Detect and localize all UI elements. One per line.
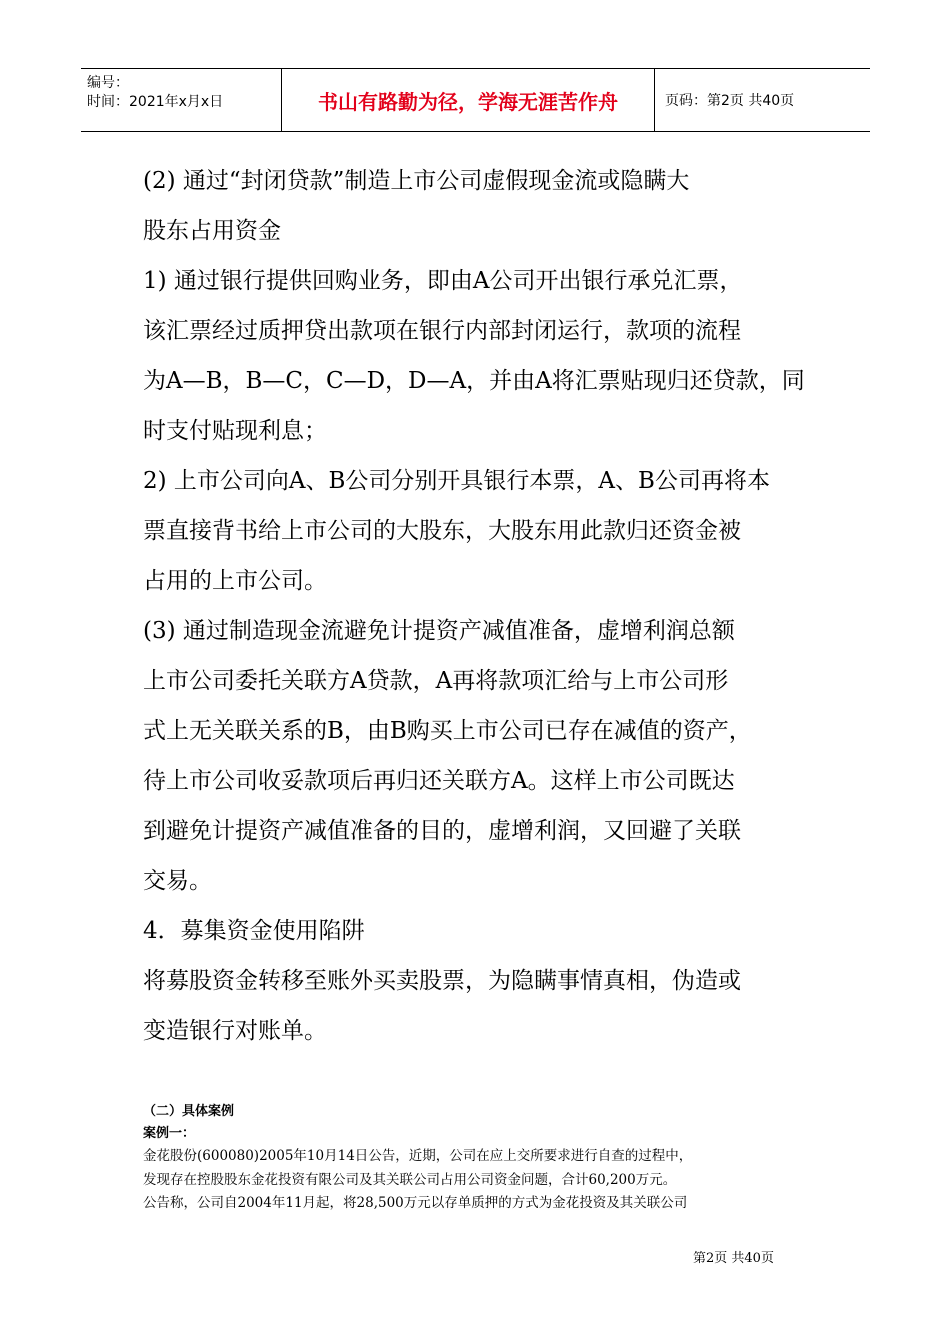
body-line: 该汇票经过质押贷出款项在银行内部封闭运行，款项的流程 <box>143 318 741 344</box>
body-line: 4．募集资金使用陷阱 <box>143 918 365 944</box>
body-line: 将募股资金转移至账外买卖股票，为隐瞒事情真相，伪造或 <box>143 968 741 994</box>
time-label: 时间：2021年x月x日 <box>87 94 224 110</box>
case-line: 金花股份(600080)2005年10月14日公告，近期，公司在应上交所要求进行自查的过程中， <box>143 1148 693 1164</box>
case-line: 发现存在控股股东金花投资有限公司及其关联公司占用公司资金问题，合计60,200万元。 <box>143 1171 677 1188</box>
body-line: 式上无关联关系的B，由B购买上市公司已存在减值的资产， <box>143 718 752 744</box>
page-header <box>81 68 870 132</box>
case-section <box>143 1101 823 1216</box>
body-line: 1) 通过银行提供回购业务，即由A公司开出银行承兑汇票， <box>143 268 743 294</box>
body-line: 股东占用资金 <box>143 218 281 244</box>
case-title: 案例一： <box>143 1126 196 1141</box>
header-page-info: 页码：第2页 共40页 <box>665 93 795 109</box>
body-line: 到避免计提资产减值准备的目的，虚增利润，又回避了关联 <box>143 818 741 844</box>
body-line: 待上市公司收妥款项后再归还关联方A。这样上市公司既达 <box>143 768 735 794</box>
body-line: 交易。 <box>143 868 212 894</box>
body-line: (3) 通过制造现金流避免计提资产减值准备，虚增利润总额 <box>143 618 735 644</box>
header-motto: 书山有路勤为径，学海无涯苦作舟 <box>282 69 655 131</box>
body-line: (2) 通过“封闭贷款”制造上市公司虚假现金流或隐瞒大 <box>143 168 690 194</box>
header-meta <box>81 69 282 131</box>
body-line: 时支付贴现利息； <box>143 418 327 444</box>
section-title: （二）具体案例 <box>143 1104 235 1119</box>
body-line: 票直接背书给上市公司的大股东，大股东用此款归还资金被 <box>143 518 741 544</box>
body-line: 变造银行对账单。 <box>143 1018 327 1044</box>
case-line: 公告称，公司自2004年11月起，将28,500万元以存单质押的方式为金花投资及其关联公司 <box>143 1195 688 1211</box>
body-line: 上市公司委托关联方A贷款，A再将款项汇给与上市公司形 <box>143 668 729 694</box>
body-line: 为A—B，B—C，C—D，D—A，并由A将汇票贴现归还贷款，同 <box>143 368 805 394</box>
body-line: 占用的上市公司。 <box>143 568 327 594</box>
page-footer: 第2页 共40页 <box>693 1251 774 1266</box>
body-text <box>143 156 813 1056</box>
number-label: 编号： <box>87 75 129 91</box>
body-line: 2) 上市公司向A、B公司分别开具银行本票，A、B公司再将本 <box>143 468 770 494</box>
